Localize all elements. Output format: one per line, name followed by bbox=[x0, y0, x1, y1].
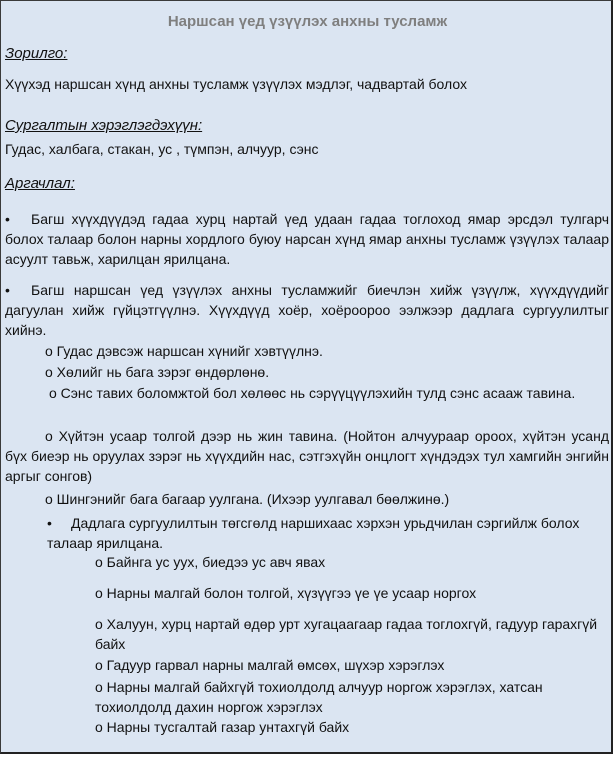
prevention-item: о Нарны малгай болон толгой, хүзүүгээ үе үе усаар норгох bbox=[95, 585, 477, 601]
prevention-item: о Гадуур гарвал нарны малгай өмсөх, шүхэр хэрэглэх bbox=[95, 657, 445, 673]
step-item: о Хөлийг нь бага зэрэг өндөрлөнө. bbox=[45, 364, 270, 380]
step-item: о Шингэнийг бага багаар уулгана. (Ихээр уулгавал бөөлжинө.) bbox=[45, 491, 450, 507]
method-bullet-1 bbox=[5, 209, 609, 269]
materials-text: Гудас, халбага, стакан, ус , түмпэн, алчуур, сэнс bbox=[5, 141, 319, 157]
step-item: о Сэнс тавих боломжтой бол хөлөөс нь сэрүүцүүлэхийн тулд сэнс асааж тавина. bbox=[49, 385, 576, 401]
prevention-item: о Нарны малгай байхгүй тохиолдолд алчуур норгож хэрэглэх, хатсан тохиолдолд дахин норгож хэрэглэх bbox=[95, 679, 543, 715]
bullet-icon: • bbox=[5, 211, 10, 227]
prevention-item: о Нарны тусгалтай газар унтахгүй байх bbox=[95, 719, 350, 735]
goal-header: Зорилго: bbox=[5, 45, 68, 62]
prevention-item: о Байнга ус уух, биедээ ус авч явах bbox=[95, 554, 326, 570]
goal-text: Хүүхэд наршсан хүнд анхны тусламж үзүүлэх мэдлэг, чадвартай болох bbox=[5, 76, 467, 92]
method-header: Аргачлал: bbox=[5, 175, 75, 192]
method-bullet-2 bbox=[5, 280, 609, 340]
bullet-icon: • bbox=[47, 515, 52, 531]
prevention-bullet bbox=[47, 513, 601, 553]
prevention-item: о Халуун, хурц нартай өдөр урт хугацаагаар гадаа тоглохгүй, гадуур гарахгүй байх bbox=[95, 616, 598, 652]
step-item: о Гудас дэвсэж наршсан хүнийг хэвтүүлнэ. bbox=[45, 343, 323, 359]
bullet-icon: • bbox=[5, 282, 10, 298]
bullet-text: Багш наршсан үед үзүүлэх анхны тусламжийг биечлэн хийж үзүүлж, хүүхдүүдийг дагуулан хийж гүйцэтгүүлнэ. Хүүхдүүд хоёр, хоёроороо ээлжээр дадлага сургуулилтыг хийнэ. bbox=[5, 282, 609, 338]
bullet-text: Багш хүүхдүүдэд гадаа хурц нартай үед удаан гадаа тоглоход ямар эрсдэл тулгарч болох талаар болон нарны хордлого буюу нарсан хүнд ямар анхны тусламж үзүүлэх талаар асуулт тавьж, харилцан ярилцана. bbox=[5, 211, 609, 267]
step-item: о Хүйтэн усаар толгой дээр нь жин тавина. (Нойтон алчуураар ороох, хүйтэн усанд бүх биеэр нь оруулах зэрэг нь хүүхдийн нас, сэтгэхүйн онцлогт хүндэдэх тул хамгийн энгийн аргыг сонгов) bbox=[5, 428, 609, 484]
bullet-text: Дадлага сургуулилтын төгсгөлд наршихаас хэрхэн урьдчилан сэргийлж болох талаар ярилцана. bbox=[47, 515, 580, 551]
materials-header: Сургалтын хэрэглэгдэхүүн: bbox=[5, 117, 203, 134]
document-title: Наршсан үед үзүүлэх анхны тусламж bbox=[167, 13, 448, 30]
